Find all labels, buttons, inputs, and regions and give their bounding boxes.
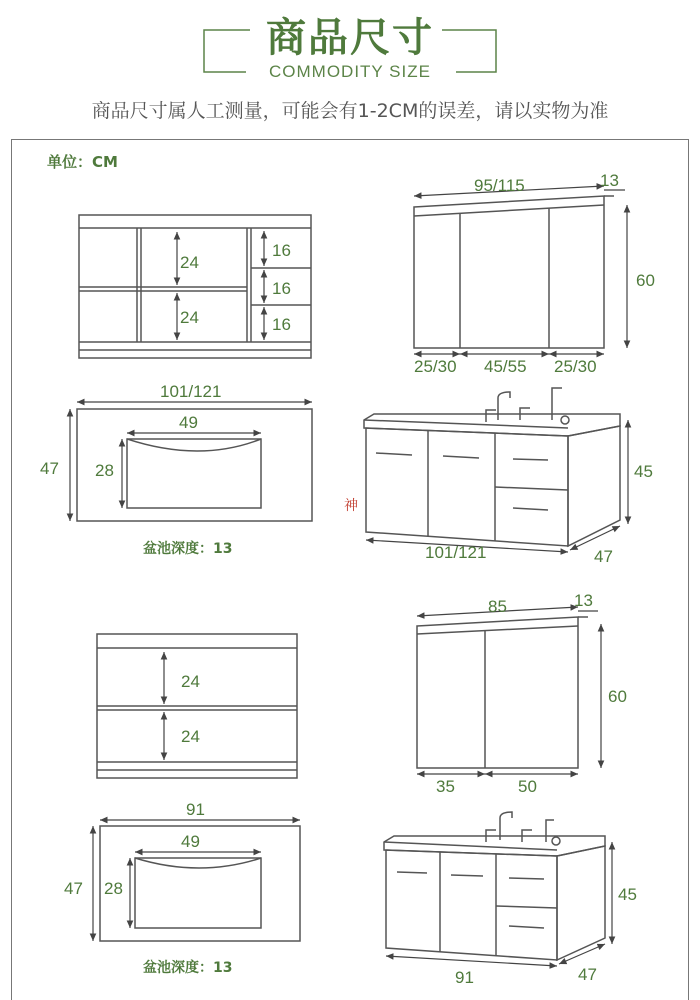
- set2-cabinet-frame: [97, 634, 297, 778]
- set2-basin-bowl-depth-note: 盆池深度：13: [143, 960, 233, 976]
- set1-mirror-cabinet: [414, 196, 614, 348]
- set1-basin-inner-width-label: 49: [179, 413, 198, 432]
- set2-vanity-depth-label: 47: [578, 965, 597, 984]
- set2-basin-inner-depth-label: 28: [104, 879, 123, 898]
- set2-mirror-height-label: 60: [608, 687, 627, 706]
- set1-basin-depth-label: 47: [40, 459, 59, 478]
- set1-mirror-height-label: 60: [636, 271, 655, 290]
- set1-mirror-width-label: 95/115: [474, 176, 525, 195]
- set1-vanity-width-label: 101/121: [425, 543, 487, 562]
- watermark-logo: 神: [344, 497, 358, 513]
- measurement-note: 商品尺寸属人工测量，可能会有1-2CM的误差，请以实物为准: [91, 100, 609, 122]
- set1-drawer-c-label: 16: [272, 315, 291, 334]
- set1-mirror-depth-label: 13: [600, 171, 619, 190]
- set2-basin-inner-width-label: 49: [181, 832, 200, 851]
- set1-vanity: [364, 388, 620, 546]
- page-title: 商品尺寸: [266, 14, 434, 61]
- set1-basin-inner-depth-label: 28: [95, 461, 114, 480]
- set2-mirror-right-label: 50: [518, 777, 537, 796]
- set2-mirror-depth-label: 13: [574, 591, 593, 610]
- set2-mirror-width-label: 85: [488, 597, 507, 616]
- set2-shelf-a-label: 24: [181, 672, 200, 691]
- set1-vanity-height-label: 45: [634, 462, 653, 481]
- set1-vanity-depth-label: 47: [594, 547, 613, 566]
- set2-vanity: [384, 812, 605, 960]
- set2-shelf-b-label: 24: [181, 727, 200, 746]
- set1-basin-width-label: 101/121: [160, 382, 222, 401]
- page-subtitle-en: COMMODITY SIZE: [269, 62, 431, 81]
- set1-shelf-a-label: 24: [180, 253, 199, 272]
- set1-shelf-b-label: 24: [180, 308, 199, 327]
- set2-mirror-left-label: 35: [436, 777, 455, 796]
- set2-vanity-height-label: 45: [618, 885, 637, 904]
- set1-mirror-left-label: 25/30: [414, 357, 457, 376]
- set2-mirror-cabinet: [417, 617, 588, 768]
- set1-mirror-right-label: 25/30: [554, 357, 597, 376]
- set1-basin-bowl-depth-note: 盆池深度：13: [143, 541, 233, 557]
- set1-drawer-a-label: 16: [272, 241, 291, 260]
- unit-label: 单位：CM: [47, 153, 118, 171]
- set2-vanity-width-label: 91: [455, 968, 474, 987]
- set1-mirror-middle-label: 45/55: [484, 357, 527, 376]
- set2-basin-width-label: 91: [186, 800, 205, 819]
- set2-basin-depth-label: 47: [64, 879, 83, 898]
- set1-drawer-b-label: 16: [272, 279, 291, 298]
